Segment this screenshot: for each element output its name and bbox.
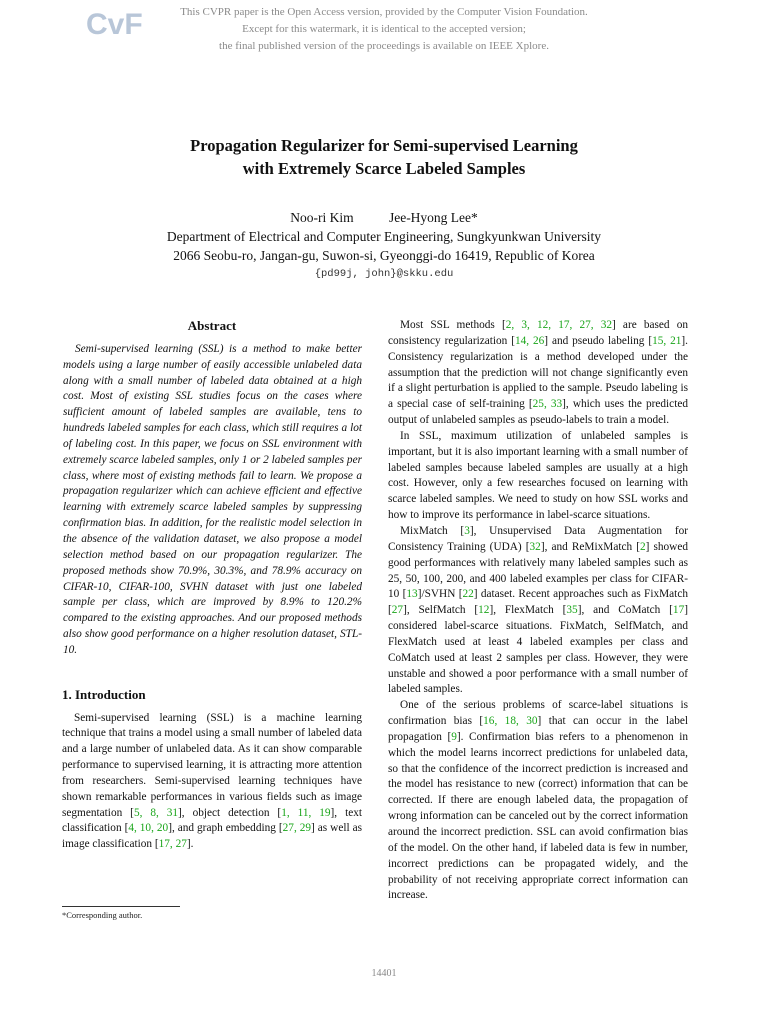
citation-link[interactable]: 5, 8, 31 [133, 806, 179, 819]
author-block [0, 208, 768, 284]
citation-link[interactable]: 27, 29 [282, 822, 312, 835]
abstract-heading: Abstract [187, 318, 237, 333]
left-column [62, 318, 362, 853]
intro-paragraph-1: Semi-supervised learning (SSL) is a machine learning technique that trains a model using a small number of labeled data and a large number of unlabeled data. As it can show comparable performance to supervised learning, it is attracting more attention from researchers. Semi-supervised learning techniques have shown remarkable performances in various fields such as image segmentation [5, 8, 31], object detection [1, 11, 19], text classification [4, 10, 20], and graph embedding [27, 29] as well as image classification [17, 27]. [62, 711, 363, 851]
citation-link[interactable]: 13 [406, 588, 418, 601]
introduction-heading: 1. Introduction [62, 686, 146, 702]
right-paragraph-3: MixMatch [3], Unsupervised Data Augmentation for Consistency Training (UDA) [32], and ReMixMatch [2] showed good performances with relatively many labeled samples such as 25, 50, 100, 200, and 400 labeled examples per class for CIFAR-10 [13]/SVHN [22] dataset. Recent approaches such as FixMatch [27], SelfMatch [12], FlexMatch [35], and CoMatch [17] considered label-scarce situations. FixMatch, SelfMatch, and FlexMatch used at least 4 labeled examples per class and CoMatch used at least 2 samples per class. However, they were unstable and showed a poor performance with a small number of labeled samples. [388, 524, 688, 696]
affiliation-line-1: Department of Electrical and Computer Engineering, Sungkyunkwan University [166, 229, 602, 244]
right-column [388, 318, 688, 904]
abstract-text: Semi-supervised learning (SSL) is a method to make better models using a large number of easily accessible unlabeled data along with a small number of labeled data obtained at a high cost. Most of existing SSL studies focus on the cases where sufficient amount of labeled samples are available, tens to hundreds labeled samples for each class, which still requires a lot of labeling cost. In this paper, we focus on SSL environment with extremely scarce labeled samples, only 1 or 2 labeled samples per class, where most of existing methods fail to learn. We propose a propagation regularizer which can achieve efficient and effective learning with extremely scarce labeled samples by suppressing confirmation bias. In addition, for the realistic model selection in the absence of the validation dataset, we also propose a model selection method based on our propagation regularizer. The proposed methods show 70.9%, 30.3%, and 78.9% accuracy on CIFAR-10, CIFAR-100, SVHN dataset with just one labeled sample per class, which are improved by 8.9% to 120.2% compared to the existing approaches. And our proposed methods also show good performance on a higher resolution dataset, STL-10. [63, 342, 362, 656]
right-paragraph-2: In SSL, maximum utilization of unlabeled samples is important, but it is also important learning with a small number of labeled samples because labeled samples are usually at a high cost. However, only a few researches focused on learning with scarce labeled samples. We need to study on how SSL works and how to improve its performance in label-scarce situations. [388, 429, 688, 522]
page-number: 14401 [371, 968, 397, 979]
citation-link[interactable]: 4, 10, 20 [128, 822, 169, 835]
right-paragraph-1: Most SSL methods [2, 3, 12, 17, 27, 32] are based on consistency regularization [14, 26] and pseudo labeling [15, 21]. Consistency regularization is a method developed under the assumption that the prediction will not change significantly even if a slight perturbation is applied to the sample. Pseudo labeling is a special case of self-training [25, 33], which uses the predicted output of unlabeled samples as pseudo-labels to train a model. [388, 319, 689, 427]
svg-text:CvF: CvF [86, 8, 143, 41]
footnote [62, 906, 362, 920]
author-1: Noo-ri Kim [290, 210, 354, 225]
author-2: Jee-Hyong Lee* [388, 210, 478, 225]
citation-link[interactable]: 14, 26 [514, 334, 545, 347]
title-line-2: with Extremely Scarce Labeled Samples [242, 159, 526, 178]
watermark-line-3: the final published version of the proceedings is available on IEEE Xplore. [219, 40, 549, 52]
watermark-line-1: This CVPR paper is the Open Access version, provided by the Computer Vision Foundation. [180, 6, 588, 18]
paper-title [0, 134, 768, 180]
watermark-line-2: Except for this watermark, it is identical to the accepted version; [242, 23, 526, 35]
affiliation-line-2: 2066 Seobu-ro, Jangan-gu, Suwon-si, Gyeonggi-do 16419, Republic of Korea [173, 248, 595, 263]
citation-link[interactable]: 3 [464, 524, 470, 537]
citation-link[interactable]: 15, 21 [652, 334, 682, 347]
citation-link[interactable]: 1, 11, 19 [281, 806, 331, 819]
citation-link[interactable]: 25, 33 [532, 398, 563, 411]
title-line-1: Propagation Regularizer for Semi-supervised Learning [190, 136, 578, 155]
citation-link[interactable]: 12 [478, 604, 490, 617]
citation-link[interactable]: 32 [529, 540, 541, 553]
citation-link[interactable]: 2, 3, 12, 17, 27, 32 [505, 319, 613, 331]
author-email: {pd99j, john}@skku.edu [314, 268, 454, 280]
right-paragraph-4: One of the serious problems of scarce-label situations is confirmation bias [16, 18, 30] that can occur in the label propagation [9]. Confirmation bias refers to a phenomenon in which the model learns incorrect predictions for unlabeled data, so that the confidence of the incorrect prediction is increased and the model has resistance to new (correct) information that can be corrected. If there are enough labeled data, the propagation of wrong information can be canceled out by the correct information around the incorrect prediction. SSL can avoid confirmation bias of the model. On the other hand, if labeled data is few in number, incorrect predictions can be propagated widely, and the probability of not receiving appropriate correct information can increase. [388, 699, 689, 902]
citation-link[interactable]: 9 [451, 730, 457, 743]
citation-link[interactable]: 35 [566, 604, 578, 617]
footnote-rule [62, 906, 180, 907]
author-names [0, 208, 768, 227]
footnote-text: *Corresponding author. [62, 910, 143, 920]
citation-link[interactable]: 17 [672, 604, 685, 617]
citation-link[interactable]: 2 [639, 540, 646, 553]
citation-link[interactable]: 16, 18, 30 [483, 715, 538, 728]
citation-link[interactable]: 17, 27 [158, 838, 187, 851]
citation-link[interactable]: 27 [391, 604, 404, 617]
citation-link[interactable]: 22 [462, 588, 474, 601]
watermark-notice [0, 4, 768, 55]
